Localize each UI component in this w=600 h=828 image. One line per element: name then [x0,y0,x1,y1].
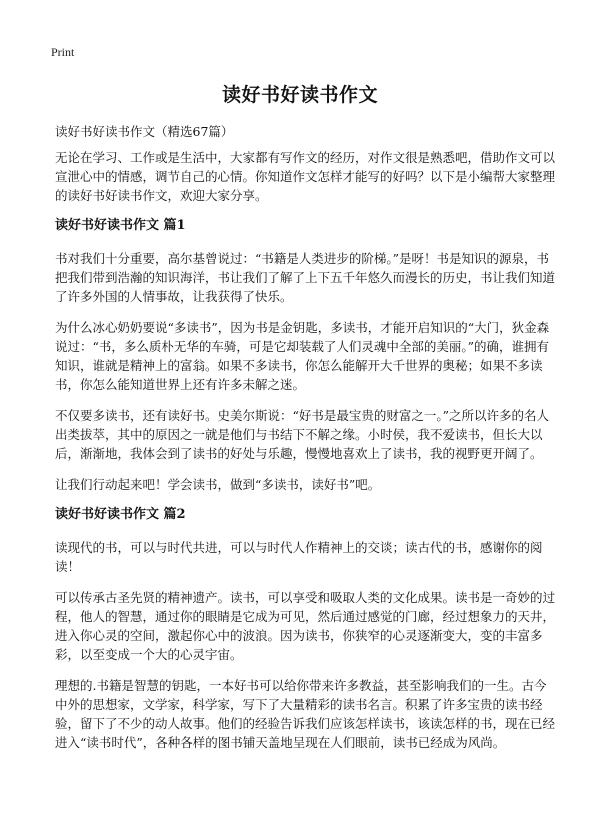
document-subtitle: 读好书好读书作文（精选67篇） [55,124,234,139]
paragraph: 读现代的书，可以与时代共进，可以与时代人作精神上的交谈；读古代的书，感谢你的阅读！ [55,540,543,574]
section-heading: 读好书好读书作文 篇2 [55,507,186,522]
intro-paragraph: 无论在学习、工作或是生活中，大家都有写作文的经历，对作文很是熟悉吧，借助作文可以宣泄心中的情感，调节自己的心情。你知道作文怎样才能写的好吗？以下是小编帮大家整理的读好书好读书作文，欢迎大家分享。 [55,150,556,203]
paragraph: 书对我们十分重要，高尔基曾说过：“书籍是人类进步的阶梯。”是呀！书是知识的源泉，书把我们带到浩瀚的知识海洋，书让我们了解了上下五千年悠久而漫长的历史，书让我们知道了许多外国的人情事故，让我获得了快乐。 [55,251,556,304]
paragraph: 让我们行动起来吧！学会读书，做到“多读书，读好书”吧。 [55,477,381,492]
print-label[interactable]: Print [51,45,75,59]
paragraph: 可以传承古圣先贤的精神遗产。读书，可以享受和吸取人类的文化成果。读书是一奇妙的过程，他人的智慧，通过你的眼睛是它成为可见，然后通过感觉的门廊，经过想象力的天井，进入你心灵的空间，激起你心中的波浪。因为读书，你狭窄的心灵逐渐变大，变的丰富多彩，以至变成一个大的心灵宇宙。 [55,590,556,662]
section-heading: 读好书好读书作文 篇1 [55,218,186,233]
paragraph: 为什么冰心奶奶要说“多读书”，因为书是金钥匙，多读书，才能开启知识的“大门，狄金森说过：“书，多么质朴无华的车骑，可是它却装载了人们灵魂中全部的美丽。”的确，谁拥有知识，谁就是精神上的富翁。如果不多读书，你怎么能解开大千世界的奥秘；如果不多读书，你怎么能知道世界上还有许多未解之迷。 [55,320,550,392]
document-title: 读好书好读书作文 [221,84,378,106]
paragraph: 理想的.书籍是智慧的钥匙，一本好书可以给你带来许多教益，甚至影响我们的一生。古今中外的思想家，文学家，科学家，写下了大量精彩的读书名言。积累了许多宝贵的读书经验，留下了不少的动人故事。他们的经验告诉我们应该怎样读书，该读怎样的书，现在已经进入“读书时代”，各种各样的图书铺天盖地呈现在人们眼前，读书已经成为风尚。 [55,678,556,750]
paragraph: 不仅要多读书，还有读好书。史美尔斯说：“好书是最宝贵的财富之一。”之所以许多的名人出类拔萃，其中的原因之一就是他们与书结下不解之缘。小时侯，我不爱读书，但长大以后，渐渐地，我体会到了读书的好处与乐趣，慢慢地喜欢上了读书，我的视野更开阔了。 [55,408,550,461]
document-body [55,148,555,764]
